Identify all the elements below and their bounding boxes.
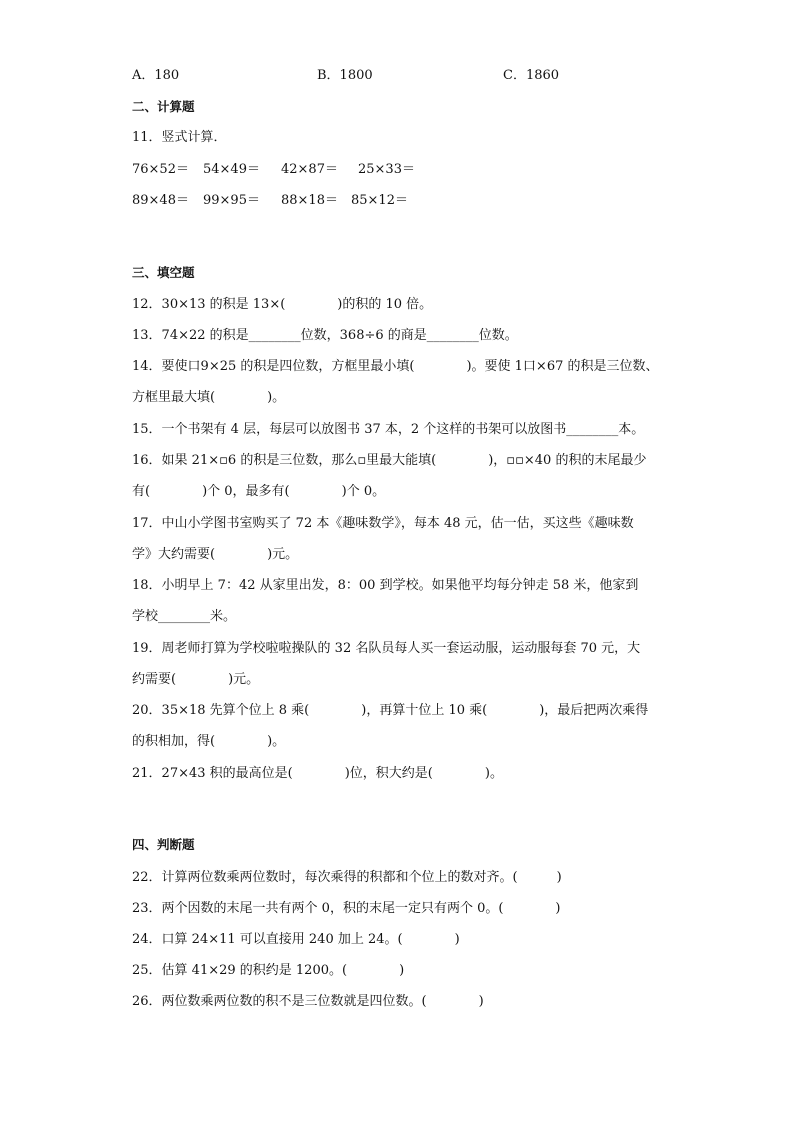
question-line: 25．估算 41×29 的积约是 1200。( ) xyxy=(132,963,405,978)
question-line: 22．计算两位数乘两位数时，每次乘得的积都和个位上的数对齐。( ) xyxy=(132,870,562,885)
section-heading-judgement: 四、判断题 xyxy=(132,837,195,852)
calc-item: 25×33＝ xyxy=(358,162,415,177)
question-line: 19．周老师打算为学校啦啦操队的 32 名队员每人买一套运动服，运动服每套 70 元，大 xyxy=(132,641,641,656)
section-heading-fill-in: 三、填空题 xyxy=(132,265,195,280)
calc-item: 99×95＝ xyxy=(203,193,260,208)
question-line: 学》大约需要( )元。 xyxy=(132,547,299,562)
section-heading-calculation: 二、计算题 xyxy=(132,99,195,114)
question-11: 11．竖式计算． xyxy=(132,130,227,145)
question-line: 14．要使口9×25 的积是四位数，方框里最小填( )。要使 1口×67 的积是三位数、 xyxy=(132,359,659,374)
calc-item: 88×18＝ xyxy=(281,193,338,208)
calc-item: 76×52＝ xyxy=(132,162,189,177)
calc-item: 85×12＝ xyxy=(351,193,408,208)
question-line: 18．小明早上 7：42 从家里出发，8：00 到学校。如果他平均每分钟走 58 米，他家到 xyxy=(132,578,639,593)
question-line: 有( )个 0，最多有( )个 0。 xyxy=(132,484,386,499)
question-line: 方框里最大填( )。 xyxy=(132,390,286,405)
calc-item: 42×87＝ xyxy=(281,162,338,177)
question-line: 的积相加，得( )。 xyxy=(132,734,286,749)
question-line: 24．口算 24×11 可以直接用 240 加上 24。( ) xyxy=(132,932,460,947)
question-line: 23．两个因数的末尾一共有两个 0，积的末尾一定只有两个 0。( ) xyxy=(132,901,561,916)
question-line: 21．27×43 积的最高位是( )位，积大约是( )。 xyxy=(132,766,503,781)
question-line: 17．中山小学图书室购买了 72 本《趣味数学》，每本 48 元，估一估，买这些《趣味数 xyxy=(132,516,634,531)
question-line: 15．一个书架有 4 层，每层可以放图书 37 本，2 个这样的书架可以放图书________本。 xyxy=(132,422,645,437)
question-line: 26．两位数乘两位数的积不是三位数就是四位数。( ) xyxy=(132,994,484,1009)
question-line: 学校________米。 xyxy=(132,609,237,624)
calc-item: 54×49＝ xyxy=(203,162,260,177)
question-line: 约需要( )元。 xyxy=(132,672,260,687)
option-c: C．1860 xyxy=(503,68,560,83)
question-line: 16．如果 21×▫6 的积是三位数，那么▫里最大能填( )，▫▫×40 的积的末尾最少 xyxy=(132,453,647,468)
question-line: 12．30×13 的积是 13×( )的积的 10 倍。 xyxy=(132,297,433,312)
option-b: B．1800 xyxy=(317,68,373,83)
option-a: A．180 xyxy=(132,68,180,83)
question-line: 13．74×22 的积是________位数，368÷6 的商是________位数。 xyxy=(132,328,518,343)
calc-item: 89×48＝ xyxy=(132,193,189,208)
question-line: 20．35×18 先算个位上 8 乘( )，再算十位上 10 乘( )，最后把两次乘得 xyxy=(132,703,649,718)
